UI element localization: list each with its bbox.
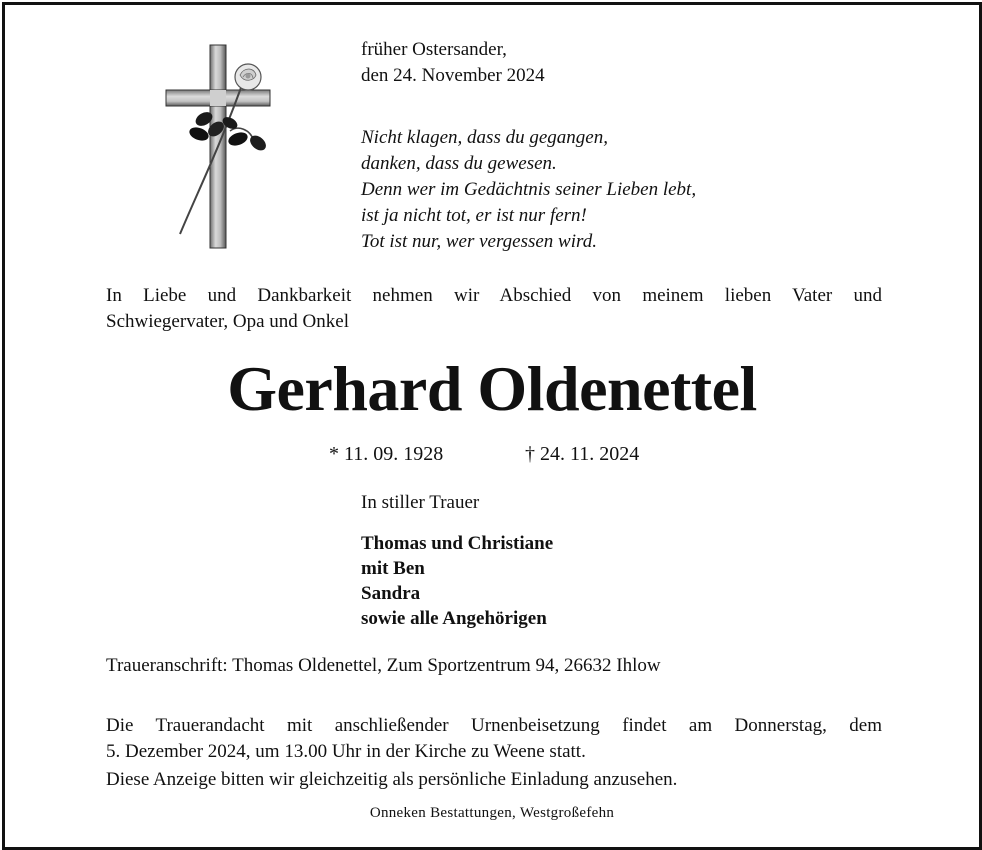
invitation-note: Diese Anzeige bitten wir gleichzeitig als persönliche Einladung anzusehen.	[106, 769, 678, 790]
service-line-1: Die Trauerandacht mit anschließender Urnenbeisetzung findet am Donnerstag, dem	[106, 715, 882, 736]
mourners-list	[361, 531, 553, 631]
header-place: früher Ostersander,	[361, 39, 507, 60]
intro-line-2: Schwiegervater, Opa und Onkel	[106, 311, 349, 332]
service-info	[106, 713, 882, 765]
undertaker-credit: Onneken Bestattungen, Westgroßefehn	[369, 805, 615, 821]
header-date: den 24. November 2024	[361, 65, 545, 86]
poem-line: Denn wer im Gedächtnis seiner Lieben lebt,	[361, 179, 697, 200]
mourner-name: mit Ben	[361, 558, 425, 579]
poem-line: ist ja nicht tot, er ist nur fern!	[361, 205, 587, 226]
birth-date: * 11. 09. 1928	[329, 443, 444, 465]
header-place-date	[361, 37, 545, 89]
mourner-name: Sandra	[361, 583, 421, 604]
death-date: † 24. 11. 2024	[525, 443, 640, 465]
poem	[361, 125, 696, 255]
poem-line: Tot ist nur, wer vergessen wird.	[361, 231, 597, 252]
mourning-address: Traueranschrift: Thomas Oldenettel, Zum Sportzentrum 94, 26632 Ihlow	[106, 655, 661, 676]
mourner-name: Thomas und Christiane	[361, 533, 554, 554]
cross-with-rose-icon	[158, 41, 276, 251]
poem-line: Nicht klagen, dass du gegangen,	[361, 127, 608, 148]
poem-line: danken, dass du gewesen.	[361, 153, 557, 174]
obituary-notice	[2, 2, 982, 850]
intro-text	[106, 283, 882, 335]
mourners-heading: In stiller Trauer	[361, 492, 480, 513]
intro-line-1: In Liebe und Dankbarkeit nehmen wir Abschied von meinem lieben Vater und	[106, 285, 882, 306]
service-line-2: 5. Dezember 2024, um 13.00 Uhr in der Kirche zu Weene statt.	[106, 741, 586, 762]
deceased-name: Gerhard Oldenettel	[227, 353, 757, 424]
mourner-name: sowie alle Angehörigen	[361, 608, 547, 629]
